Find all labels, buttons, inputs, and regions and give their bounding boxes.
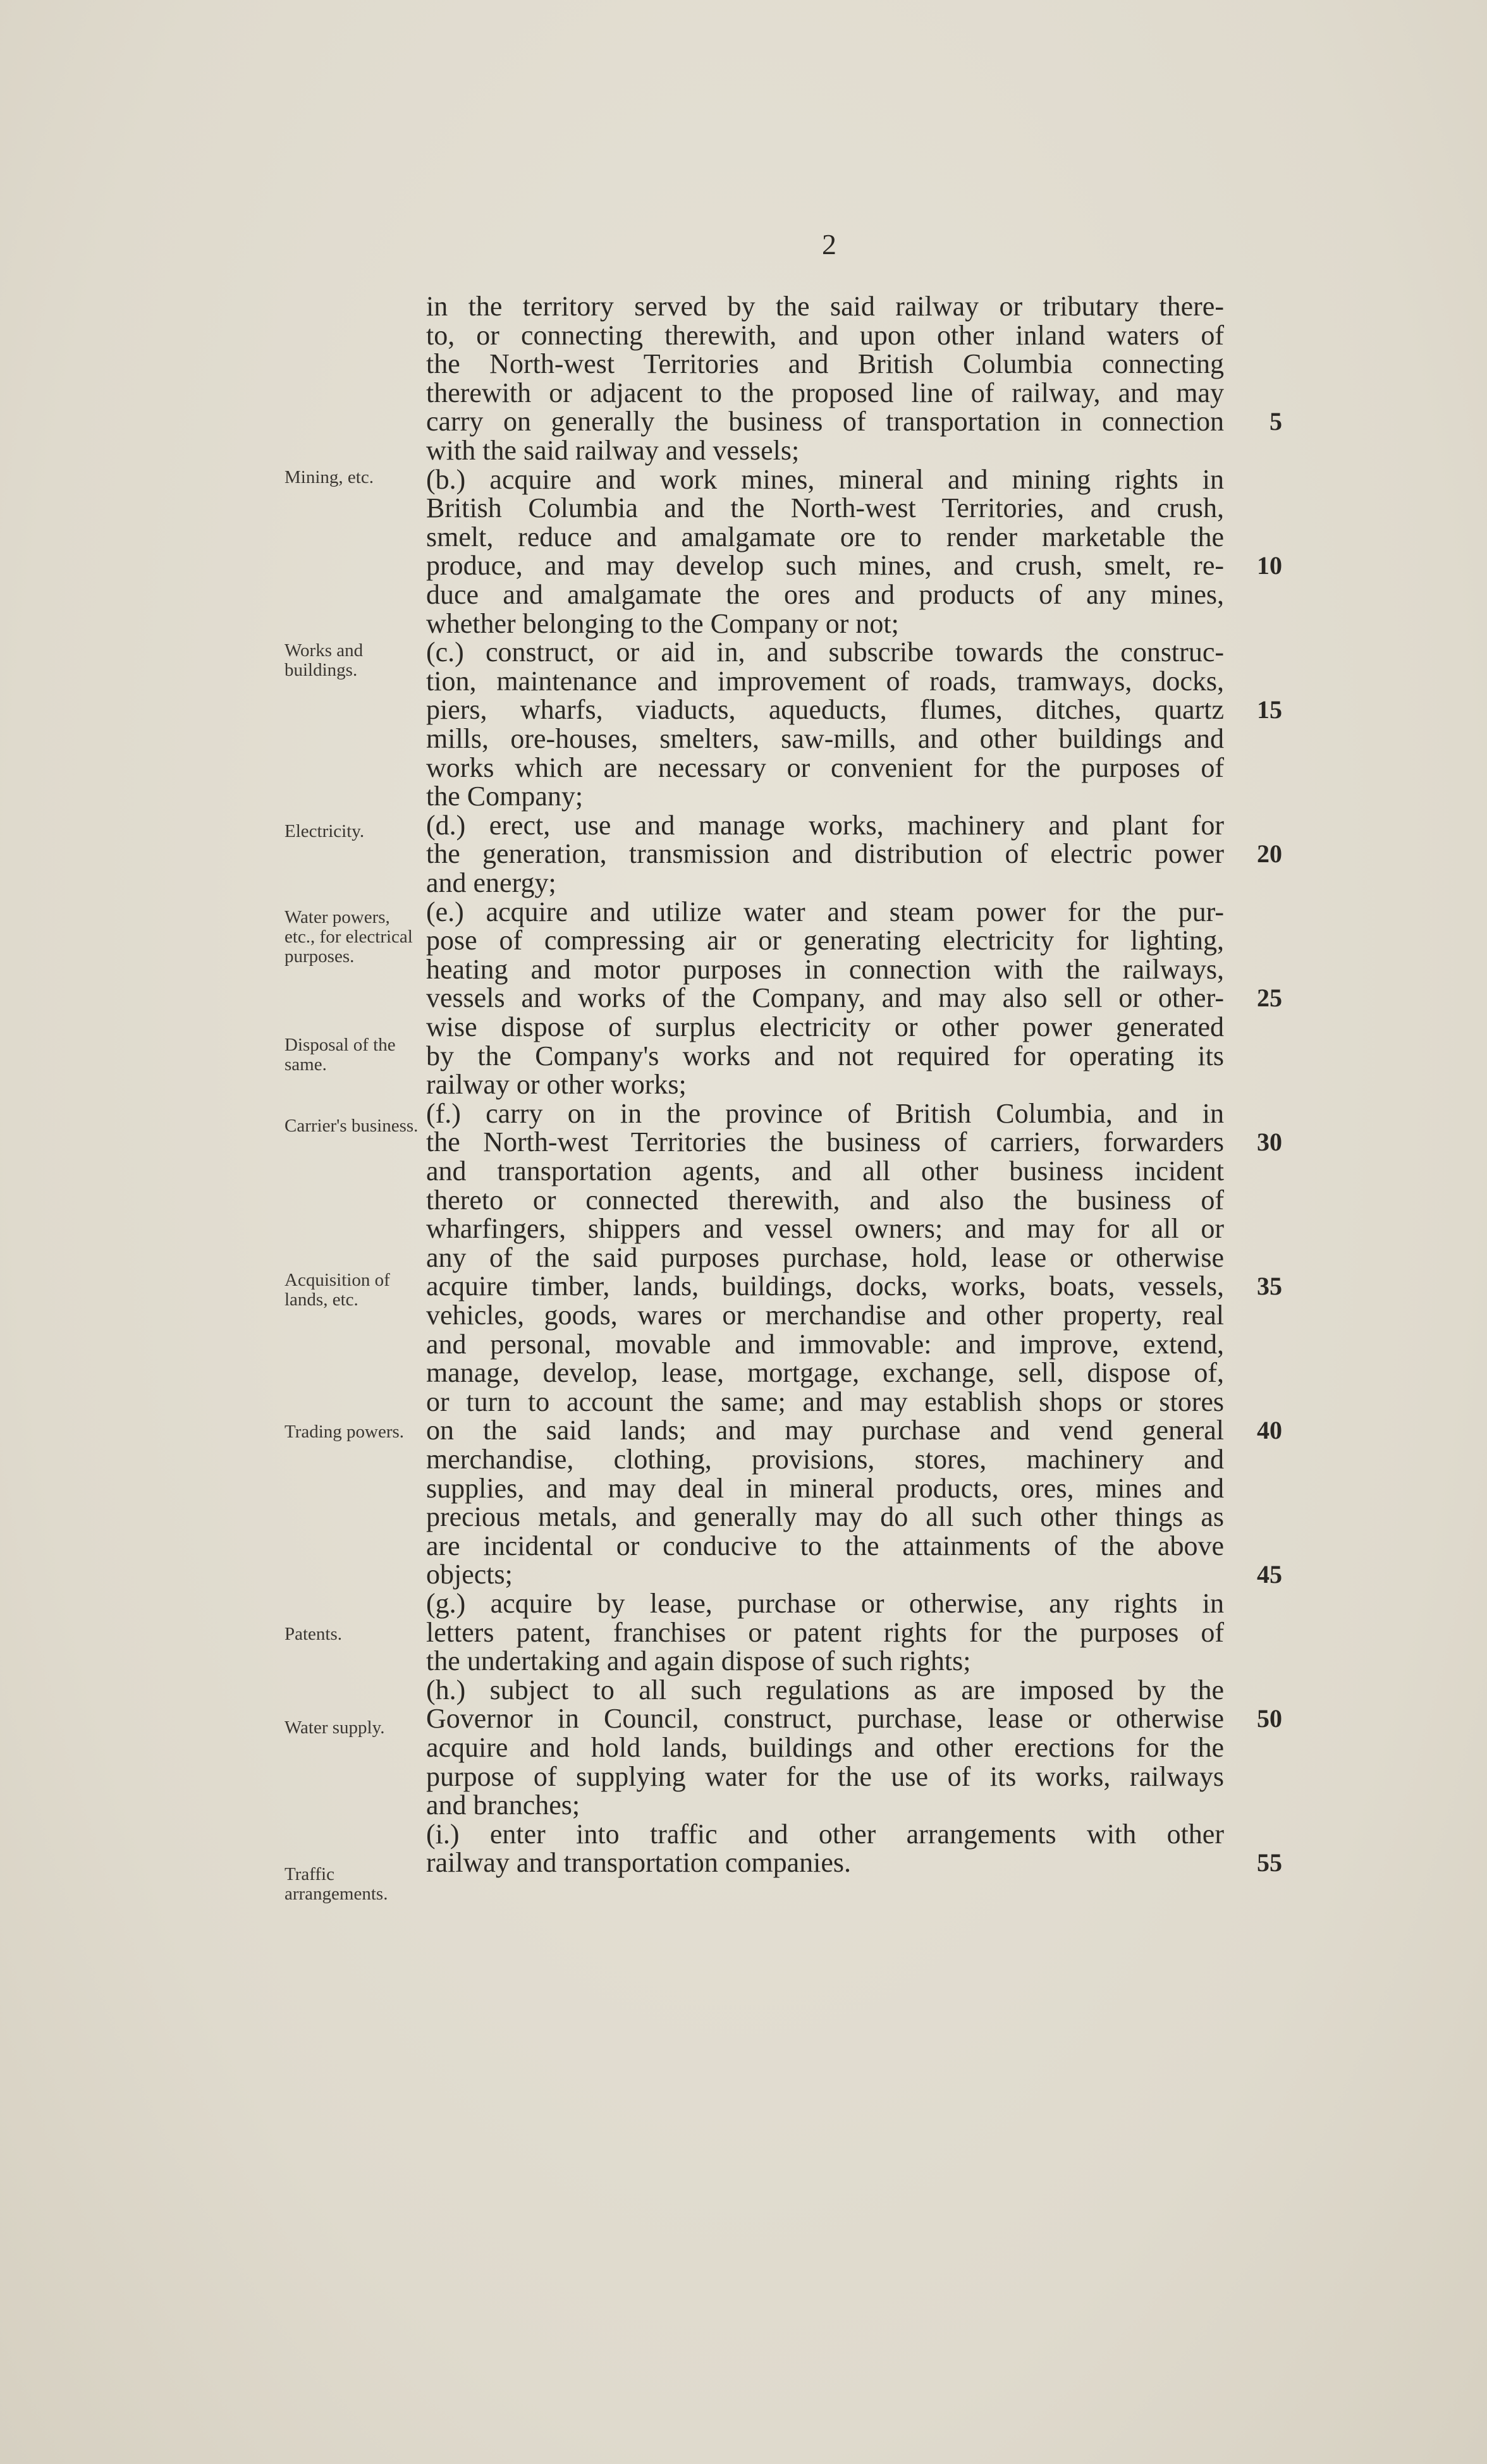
text-line: Governor in Council, construct, purchase, lease or otherwise [426,1703,1224,1734]
line-number: 55 [1257,1848,1282,1877]
text-line: the generation, transmission and distribution of electric power [426,838,1224,869]
text-line: the undertaking and again dispose of such rights; [426,1645,971,1676]
text-line: are incidental or conducive to the attainments of the above [426,1530,1224,1561]
margin-note-trading: Trading powers. [285,1422,405,1442]
text-line: and branches; [426,1790,580,1821]
text-line: any of the said purposes purchase, hold, lease or otherwise [426,1242,1224,1273]
margin-note-traffic: Traffic arrangements. [285,1864,388,1904]
text-line: works which are necessary or convenient for the purposes of [426,752,1224,783]
margin-note-water-powers: Water powers, etc., for electrical purposes. [285,907,413,967]
text-line: acquire timber, lands, buildings, docks, works, boats, vessels, [426,1271,1224,1302]
text-line: letters patent, franchises or patent rights for the purposes of [426,1617,1224,1648]
text-line: and personal, movable and immovable: and improve, extend, [426,1329,1224,1360]
text-line: by the Company's works and not required for operating its [426,1040,1224,1071]
line-number: 10 [1257,551,1282,580]
text-line: the Company; [426,781,584,812]
text-line: vessels and works of the Company, and may also sell or other- [426,982,1224,1013]
text-line: merchandise, clothing, provisions, stores, machinery and [426,1444,1224,1475]
text-line: and energy; [426,867,556,898]
text-line: heating and motor purposes in connection with the railways, [426,954,1224,985]
text-line: on the said lands; and may purchase and vend general [426,1415,1224,1446]
text-line: (h.) subject to all such regulations as are imposed by the [426,1674,1224,1705]
page-number: 2 [822,228,836,260]
text-line: railway or other works; [426,1069,687,1100]
text-line: the North-west Territories and British Columbia connecting [426,348,1224,379]
text-line: mills, ore-houses, smelters, saw-mills, and other buildings and [426,723,1224,754]
line-number: 30 [1257,1128,1282,1156]
text-line: whether belonging to the Company or not; [426,608,899,639]
text-line: vehicles, goods, wares or merchandise and other property, real [426,1300,1224,1331]
text-line: produce, and may develop such mines, and crush, smelt, re- [426,550,1224,581]
text-line: (g.) acquire by lease, purchase or otherwise, any rights in [426,1588,1224,1619]
line-number: 5 [1270,407,1282,436]
text-line: the North-west Territories the business of carriers, forwarders [426,1126,1224,1157]
line-number: 20 [1257,839,1282,868]
text-line: precious metals, and generally may do all such other things as [426,1501,1224,1532]
text-line: or turn to account the same; and may establish shops or stores [426,1386,1224,1417]
text-line: (d.) erect, use and manage works, machinery and plant for [426,810,1224,841]
line-number: 45 [1257,1560,1282,1589]
text-line: pose of compressing air or generating electricity for lighting, [426,925,1224,956]
text-line: carry on generally the business of transportation in connection [426,406,1224,437]
text-line: acquire and hold lands, buildings and other erections for the [426,1732,1224,1763]
margin-note-electricity: Electricity. [285,821,365,841]
text-line: British Columbia and the North-west Territories, and crush, [426,492,1224,523]
text-line: (e.) acquire and utilize water and steam power for the pur- [426,896,1224,927]
text-line: wise dispose of surplus electricity or other power generated [426,1011,1224,1042]
margin-note-water-supply: Water supply. [285,1717,385,1738]
text-line: (b.) acquire and work mines, mineral and mining rights in [426,464,1224,495]
text-line: tion, maintenance and improvement of roads, tramways, docks, [426,666,1224,697]
line-number: 15 [1257,695,1282,724]
text-line: with the said railway and vessels; [426,435,800,466]
text-line: therewith or adjacent to the proposed line of railway, and may [426,377,1224,408]
text-line: (i.) enter into traffic and other arrangements with other [426,1819,1224,1850]
line-number: 35 [1257,1272,1282,1300]
text-line: manage, develop, lease, mortgage, exchange, sell, dispose of, [426,1357,1224,1388]
text-line: to, or connecting therewith, and upon other inland waters of [426,320,1224,351]
text-line: and transportation agents, and all other business incident [426,1156,1224,1186]
line-number: 50 [1257,1704,1282,1733]
margin-note-disposal: Disposal of the same. [285,1035,396,1075]
text-line: railway and transportation companies. [426,1847,852,1878]
margin-note-acquisition: Acquisition of lands, etc. [285,1270,390,1310]
margin-note-carriers: Carrier's business. [285,1116,419,1136]
line-number: 40 [1257,1416,1282,1444]
margin-note-works: Works and buildings. [285,640,364,680]
text-line: smelt, reduce and amalgamate ore to render marketable the [426,521,1224,552]
text-line: in the territory served by the said railway or tributary there- [426,291,1224,322]
text-line: piers, wharfs, viaducts, aqueducts, flumes, ditches, quartz [426,694,1224,725]
text-line: (f.) carry on in the province of British Columbia, and in [426,1098,1224,1129]
text-line: thereto or connected therewith, and also the business of [426,1185,1224,1216]
text-line: objects; [426,1559,513,1590]
text-line: supplies, and may deal in mineral products, ores, mines and [426,1473,1224,1504]
text-line: duce and amalgamate the ores and products of any mines, [426,579,1224,610]
text-line: (c.) construct, or aid in, and subscribe towards the construc- [426,637,1224,668]
text-line: purpose of supplying water for the use of its works, railways [426,1761,1224,1792]
margin-note-mining: Mining, etc. [285,467,374,487]
text-line: wharfingers, shippers and vessel owners; and may for all or [426,1213,1224,1244]
line-number: 25 [1257,984,1282,1012]
margin-note-patents: Patents. [285,1624,343,1644]
